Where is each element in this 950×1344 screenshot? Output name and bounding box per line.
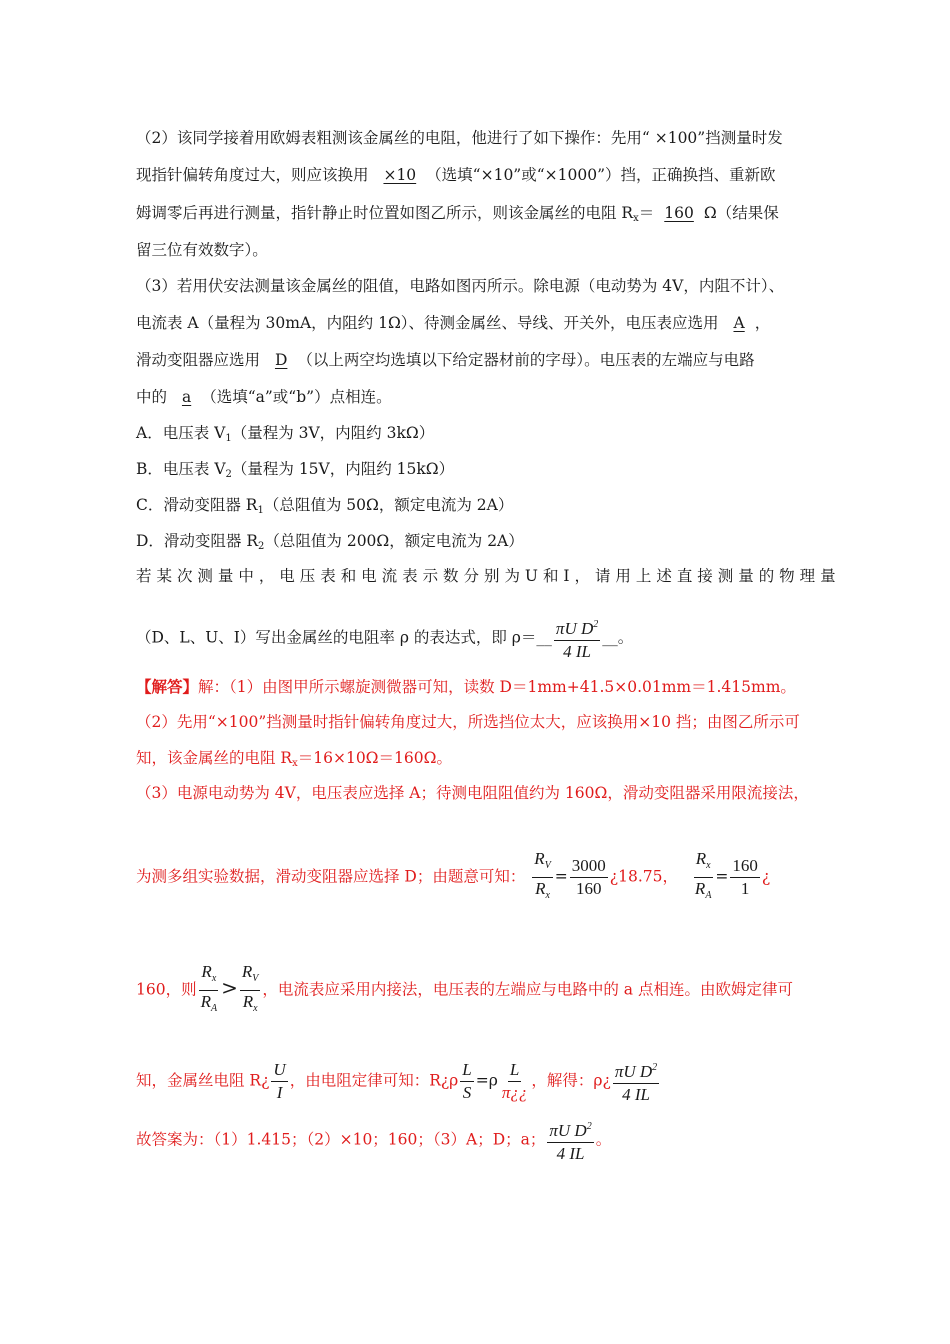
answer-line-8: 故答案为：（1）1.415；（2）×10；160；（3）A；D；a； $\frac{\pi U D^2}{4 IL}$ 。 [136, 1116, 611, 1165]
answer-line-3: 知，该金属丝的电阻 $R_x=16\times 10\Omega=160\Omega$。 [136, 749, 452, 769]
q4-word: 某 [156, 567, 172, 585]
q4-word: 别 [483, 567, 500, 585]
ratio-rx-ra: $\frac{R_x}{R_A}$ [694, 849, 712, 901]
q4-word: 为 [504, 567, 520, 585]
resistivity-formula: $\frac{\pi U D^2}{4 IL}$ [554, 614, 600, 663]
q4-word: 量 [738, 567, 754, 585]
answer-blank-range: ×10 [383, 166, 417, 184]
q4-word: 中 [238, 567, 254, 585]
q4-word: 直 [676, 567, 693, 585]
q4-line-2: （D、L、U、I）写出金属丝的电阻率 ρ 的表达式，即 ρ＝__ $\frac{\pi U D^2}{4 IL}$ __。 [136, 614, 633, 663]
ratio-3000-160: $\frac{3000}{160}$ [571, 856, 606, 898]
q4-word: 表 [320, 567, 336, 585]
q4-word: 请 [594, 567, 611, 585]
q4-word: ， [574, 567, 590, 585]
q4-word: 理 [799, 567, 816, 585]
answer-blank-rheostat: D [274, 351, 288, 369]
q4-word: 电 [279, 567, 295, 585]
q2-line-3: 姆调零后再进行测量，指针静止时位置如图乙所示，则该金属丝的电阻 $R_x= 160$ Ω（结果保 [136, 204, 779, 224]
resistivity-result: $\frac{\pi U D^2}{4 IL}$ [613, 1057, 659, 1106]
ratio-l-area: $\frac{L}{\pi¿¿}$ [501, 1060, 528, 1102]
ratio-160-1: $\frac{160}{1}$ [732, 856, 758, 898]
q4-word: 上 [635, 567, 652, 585]
ratio-rv-rx: $\frac{R_V}{R_x}$ [534, 849, 551, 901]
q4-word: U [524, 567, 538, 585]
answer-line-4: （3）电源电动势为 4V，电压表应选择 A；待测电阻阻值约为 160Ω，滑动变阻器采用限流接法， [136, 784, 809, 802]
q4-word: 述 [656, 567, 672, 585]
q4-word: 测 [717, 567, 734, 585]
q4-word: 和 [340, 567, 357, 585]
q4-word: 物 [779, 567, 795, 585]
answer-blank-resistance: 160 [664, 204, 694, 222]
q4-word: 示 [422, 567, 439, 585]
q4-word: 用 [615, 567, 631, 585]
answer-line-5: 为测多组实验数据，滑动变阻器应选择 D；由题意可知： $\frac{R_V}{R_x}$ = $\frac{3000}{160}$ ¿18.75， $\frac{R_x}{R_A}$ = $\frac{160}{1}$ ¿ [136, 848, 770, 907]
q4-word: 测 [197, 567, 213, 585]
q4-line-1 [136, 566, 836, 586]
q4-word: 次 [176, 567, 193, 585]
ratio-l-s: $\frac{L}{S}$ [462, 1060, 472, 1102]
answer-line-6: 160，则 $\frac{R_x}{R_A}$ > $\frac{R_V}{R_x}$ ，电流表应采用内接法，电压表的左端应与电路中的 a 点相连。由欧姆定律可 [136, 961, 793, 1020]
q4-word: 和 [542, 567, 559, 585]
q4-word: 量 [820, 567, 836, 585]
q4-word: 表 [402, 567, 418, 585]
q4-word: 压 [299, 567, 316, 585]
answer-tag: 【解答】 [136, 677, 199, 696]
answer-line-7: 知，金属丝电阻 R¿ $\frac{U}{I}$ ，由电阻定律可知：R¿ρ $\frac{L}{S}$ =ρ $\frac{L}{\pi¿¿}$ ，解得：ρ¿ $\frac{\pi U D^2}{4 IL}$ [136, 1057, 661, 1106]
answer-line-1: 【解答】解：（1）由图甲所示螺旋测微器可知，读数 D＝1mm+41.5×0.01mm＝1.415mm。 [136, 677, 796, 696]
q4-word: 量 [217, 567, 234, 585]
answer-blank-point: a [181, 388, 192, 406]
q3-line-1: （3）若用伏安法测量该金属丝的阻值，电路如图丙所示。除电源（电动势为 4V，内阻不计）、 [136, 277, 785, 295]
answer-line-2: （2）先用“×100”挡测量时指针偏转角度过大，所选挡位太大，应该换用×10 挡；由图乙所示可 [136, 713, 800, 731]
q4-word: 电 [361, 567, 377, 585]
q4-word: I [563, 567, 570, 585]
answer-blank-voltmeter: A [733, 314, 745, 332]
q4-word: 分 [463, 567, 480, 585]
q2-line-4: 留三位有效数字）。 [136, 241, 268, 259]
option-a: A．电压表 $V_1$（量程为 3V，内阻约 3kΩ） [136, 424, 435, 444]
ratio-rx-ra-2: $\frac{R_x}{R_A}$ [200, 962, 218, 1014]
ratio-u-i: $\frac{U}{I}$ [273, 1060, 286, 1102]
option-d: D．滑动变阻器 $R_2$（总阻值为 200Ω，额定电流为 2A） [136, 532, 524, 552]
q4-word: 接 [697, 567, 713, 585]
q3-line-4: 中的 a （选填“a”或“b”）点相连。 [136, 388, 392, 406]
q4-word: ， [258, 567, 275, 585]
option-c: C．滑动变阻器 $R_1$（总阻值为 50Ω，额定电流为 2A） [136, 496, 514, 516]
option-b: B．电压表 $V_2$（量程为 15V，内阻约 15kΩ） [136, 460, 455, 480]
q3-line-2: 电流表 A（量程为 30mA，内阻约 1Ω）、待测金属丝、导线、开关外，电压表应选用 A ， [136, 314, 771, 332]
final-formula: $\frac{\pi U D^2}{4 IL}$ [547, 1116, 593, 1165]
q4-word: 的 [758, 567, 775, 585]
ratio-rv-rx-2: $\frac{R_V}{R_x}$ [241, 962, 259, 1014]
q4-word: 流 [381, 567, 398, 585]
q2-line-2: 现指针偏转角度过大，则应该换用 ×10 （选填“×10”或“×1000”）挡，正确换挡、重新欧 [136, 166, 776, 184]
q3-line-3: 滑动变阻器应选用 D （以上两空均选填以下给定器材前的字母）。电压表的左端应与电路 [136, 351, 755, 369]
q4-word: 数 [443, 567, 459, 585]
q4-word: 若 [136, 567, 152, 585]
q2-line-1: （2）该同学接着用欧姆表粗测该金属丝的电阻，他进行了如下操作：先用“ ×100”挡测量时发 [136, 129, 783, 147]
